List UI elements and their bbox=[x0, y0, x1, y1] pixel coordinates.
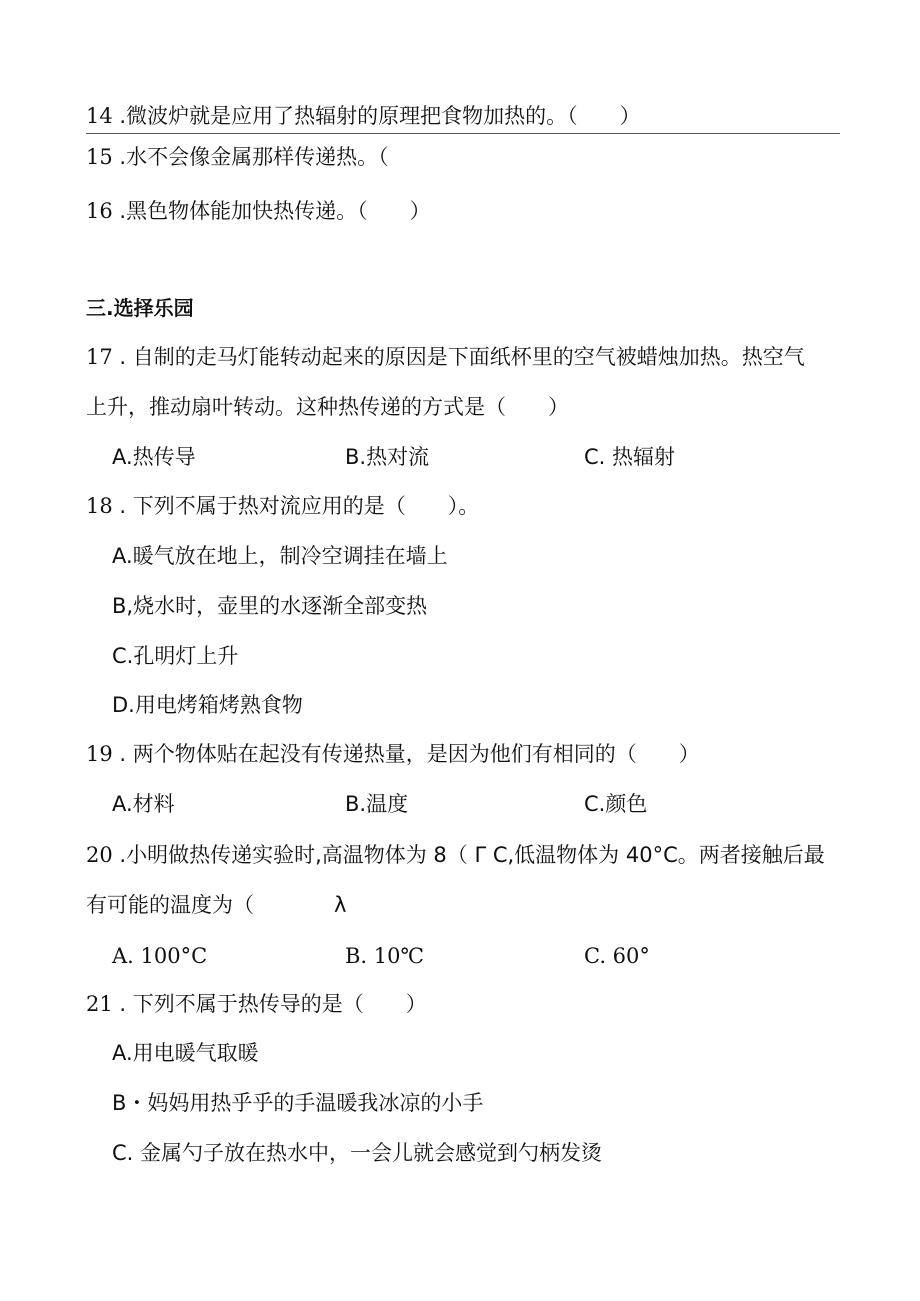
section-title: 三.选择乐园 bbox=[86, 296, 194, 320]
option-a: A.热传导 bbox=[112, 445, 196, 469]
question-text: . 两个物体贴在起没有传递热量，是因为他们有相同的（ ） bbox=[112, 742, 700, 766]
option-a: A.材料 bbox=[112, 792, 175, 816]
question-text: .小明做热传递实验时,高温物体为 8（ Γ C,低温物体为 40°C。两者接触后最 bbox=[112, 843, 825, 867]
option-b: B.温度 bbox=[345, 792, 409, 816]
question-text: . 下列不属于热传导的是（ ） bbox=[112, 992, 427, 1016]
question-19 bbox=[86, 740, 700, 768]
question-number: 17 bbox=[86, 345, 113, 369]
question-20 bbox=[86, 841, 825, 869]
divider bbox=[86, 133, 840, 134]
option-c: C.孔明灯上升 bbox=[112, 644, 239, 668]
option-b: B・妈妈用热乎乎的手温暖我冰凉的小手 bbox=[112, 1091, 484, 1115]
question-text: . 自制的走马灯能转动起来的原因是下面纸杯里的空气被蜡烛加热。热空气 bbox=[112, 345, 805, 369]
question-17 bbox=[86, 343, 805, 371]
question-18 bbox=[86, 492, 479, 520]
item-16 bbox=[86, 197, 431, 225]
question-20-continued bbox=[86, 891, 346, 919]
item-number: 14 bbox=[86, 104, 113, 128]
option-b: B.热对流 bbox=[345, 445, 430, 469]
item-text: .黑色物体能加快热传递。（ ） bbox=[112, 199, 431, 223]
option-a: A.暖气放在地上，制冷空调挂在墙上 bbox=[112, 544, 448, 568]
item-text: .微波炉就是应用了热辐射的原理把食物加热的。（ ） bbox=[112, 104, 641, 128]
question-text: 有可能的温度为（ bbox=[86, 893, 254, 917]
option-c: C. 60° bbox=[584, 944, 650, 968]
option-a: A.用电暖气取暖 bbox=[112, 1041, 259, 1065]
option-c: C. 热辐射 bbox=[584, 445, 676, 469]
item-14 bbox=[86, 102, 641, 130]
option-d: D.用电烤箱烤熟食物 bbox=[112, 693, 303, 717]
item-text: .水不会像金属那样传递热。（ bbox=[112, 145, 389, 169]
question-17-continued: 上升，推动扇叶转动。这种热传递的方式是（ ） bbox=[86, 395, 569, 419]
option-c: C. 金属勺子放在热水中，一会儿就会感觉到勺柄发烫 bbox=[112, 1141, 603, 1165]
question-number: 20 bbox=[86, 843, 113, 867]
item-number: 16 bbox=[86, 199, 113, 223]
question-number: 19 bbox=[86, 742, 113, 766]
item-15 bbox=[86, 143, 389, 171]
option-b: B. 10℃ bbox=[345, 944, 424, 968]
question-21 bbox=[86, 990, 427, 1018]
stray-mark: λ bbox=[334, 893, 347, 917]
option-a: A. 100°C bbox=[112, 944, 208, 968]
option-c: C.颜色 bbox=[584, 792, 648, 816]
question-number: 21 bbox=[86, 992, 113, 1016]
question-number: 18 bbox=[86, 494, 113, 518]
item-number: 15 bbox=[86, 145, 113, 169]
question-text: . 下列不属于热对流应用的是（ ）。 bbox=[112, 494, 480, 518]
option-b: B,烧水时，壶里的水逐渐全部变热 bbox=[112, 594, 428, 618]
